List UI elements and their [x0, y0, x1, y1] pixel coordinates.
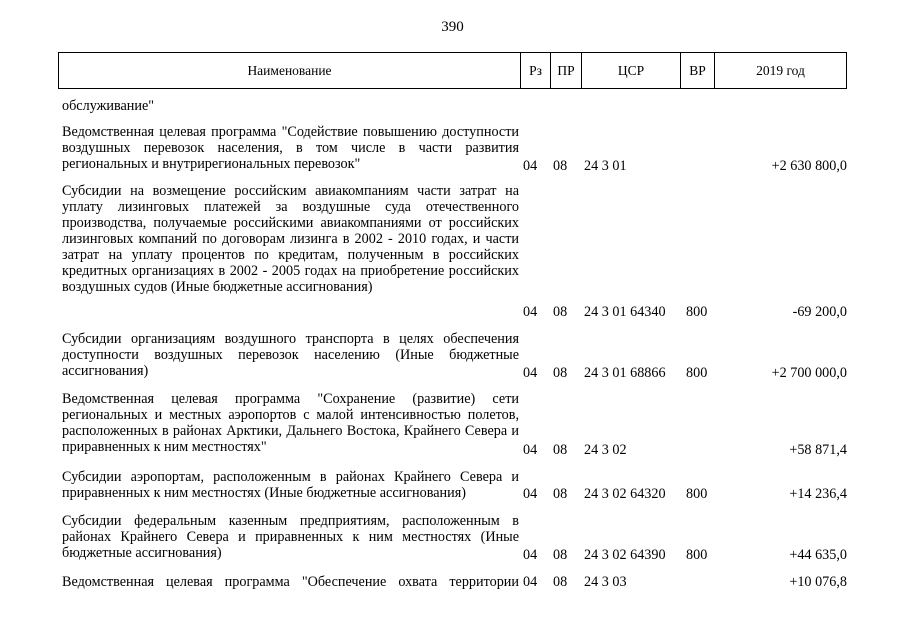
row-pr: 08: [553, 365, 568, 381]
row-pr: 08: [553, 442, 568, 458]
header-csr: ЦСР: [582, 53, 681, 89]
row-name: Субсидии федеральным казенным предприятиям, расположенным в районах Крайнего Севера и приравненных к ним местностях (Иные бюджетные ассигнования): [62, 513, 519, 561]
row-name: Субсидии на возмещение российским авиакомпаниям части затрат на уплату лизинговых платежей за воздушные суда отечественного производства, получаемые российскими авиакомпаниями от российских лизинговых компаний по договорам лизинга в 2002 - 2010 годах, и части затрат на уплату процентов по кредитам, полученным в российских кредитных организациях в 2002 - 2005 годах на приобретение российских воздушных судов (Иные бюджетные ассигнования): [62, 183, 519, 295]
row-vr: 800: [686, 486, 708, 502]
row-csr: 24 3 01 64340: [584, 304, 666, 320]
row-name: Субсидии аэропортам, расположенным в районах Крайнего Севера и приравненных к ним местностях (Иные бюджетные ассигнования): [62, 469, 519, 501]
header-year: 2019 год: [715, 53, 847, 89]
row-pr: 08: [553, 574, 568, 590]
row-name: Ведомственная целевая программа "Обеспечение охвата территории: [62, 574, 519, 590]
row-rz: 04: [523, 547, 538, 563]
row-csr: 24 3 02 64390: [584, 547, 666, 563]
row-csr: 24 3 01 68866: [584, 365, 666, 381]
row-name: Ведомственная целевая программа "Содействие повышению доступности воздушных перевозок населения, в том числе в части развития региональных и внутрирегиональных перевозок": [62, 124, 519, 172]
row-rz: 04: [523, 486, 538, 502]
row-amount: -69 200,0: [792, 304, 847, 320]
header-rz: Рз: [521, 53, 551, 89]
row-csr: 24 3 02: [584, 442, 627, 458]
row-pr: 08: [553, 486, 568, 502]
row-rz: 04: [523, 442, 538, 458]
row-rz: 04: [523, 365, 538, 381]
row-name: Субсидии организациям воздушного транспорта в целях обеспечения доступности воздушных перевозок населению (Иные бюджетные ассигнования): [62, 331, 519, 379]
continuation-text: обслуживание": [62, 98, 155, 114]
row-csr: 24 3 02 64320: [584, 486, 666, 502]
header-pr: ПР: [551, 53, 582, 89]
row-pr: 08: [553, 547, 568, 563]
row-name: Ведомственная целевая программа "Сохранение (развитие) сети региональных и местных аэропортов с малой интенсивностью полетов, расположенных в районах Арктики, Дальнего Востока, Крайнего Севера и приравненных к ним местностях": [62, 391, 519, 455]
row-rz: 04: [523, 574, 538, 590]
row-csr: 24 3 01: [584, 158, 627, 174]
row-vr: 800: [686, 304, 708, 320]
row-rz: 04: [523, 304, 538, 320]
row-amount: +2 630 800,0: [771, 158, 847, 174]
row-rz: 04: [523, 158, 538, 174]
table-header: [58, 52, 847, 89]
row-vr: 800: [686, 365, 708, 381]
row-pr: 08: [553, 304, 568, 320]
row-vr: 800: [686, 547, 708, 563]
page-number: 390: [441, 19, 464, 35]
row-amount: +10 076,8: [789, 574, 847, 590]
row-csr: 24 3 03: [584, 574, 627, 590]
row-amount: +2 700 000,0: [771, 365, 847, 381]
row-amount: +58 871,4: [789, 442, 847, 458]
row-amount: +44 635,0: [789, 547, 847, 563]
row-pr: 08: [553, 158, 568, 174]
header-vr: ВР: [681, 53, 715, 89]
header-name: Наименование: [59, 53, 521, 89]
row-amount: +14 236,4: [789, 486, 847, 502]
